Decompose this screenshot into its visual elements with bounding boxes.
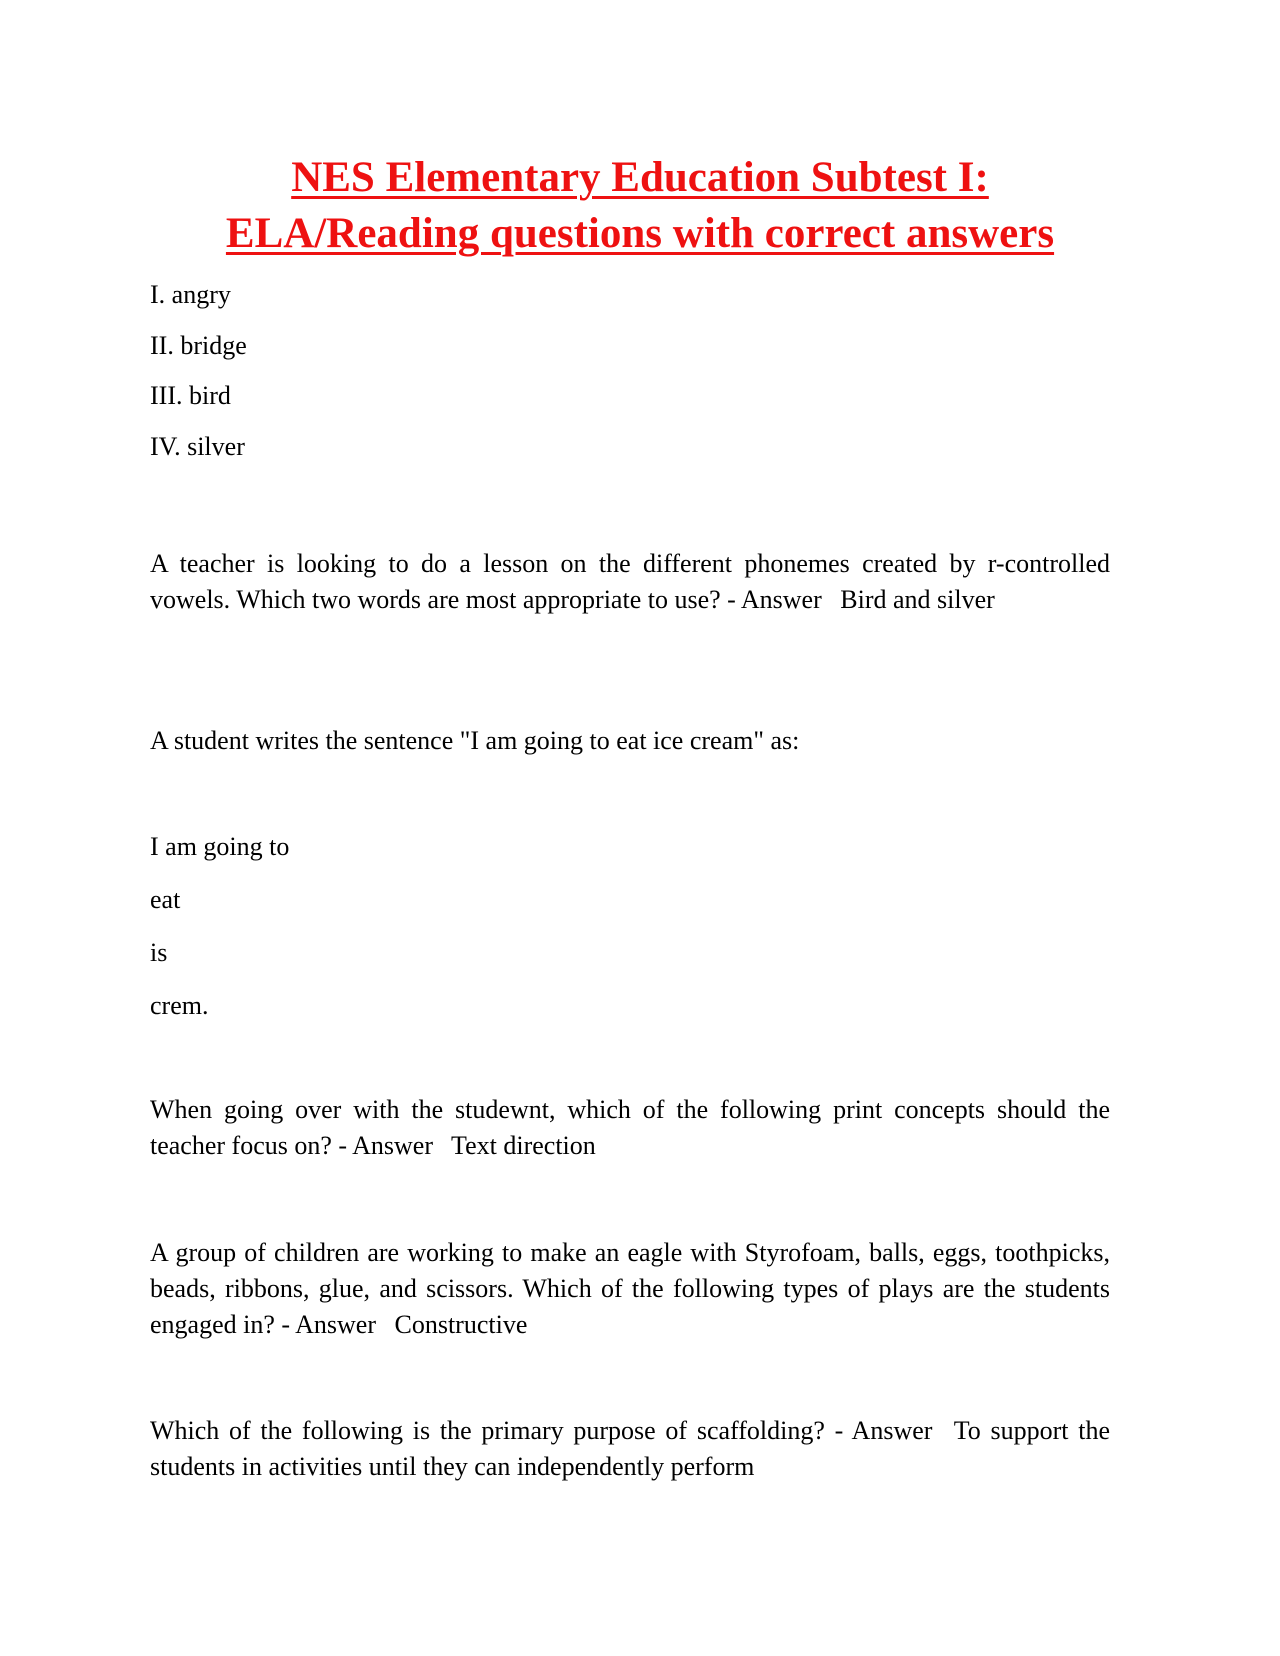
document-title xyxy=(150,150,1130,262)
student-writing-line: I am going to xyxy=(150,832,290,861)
student-writing-line: eat xyxy=(150,885,181,914)
question-2 xyxy=(150,1092,1110,1164)
title-line-1: NES Elementary Education Subtest I: xyxy=(291,154,989,201)
word-list-item: I. angry xyxy=(150,280,231,309)
question-3-answer: Constructive xyxy=(394,1310,528,1339)
word-list-item: II. bridge xyxy=(150,331,247,360)
question-2-intro: A student writes the sentence "I am going to eat ice cream" as: xyxy=(150,726,800,755)
question-4 xyxy=(150,1413,1110,1485)
question-1-answer: Bird and silver xyxy=(840,585,995,614)
question-1 xyxy=(150,546,1110,618)
question-3 xyxy=(150,1235,1110,1343)
question-2-text: When going over with the studewnt, which of the following print concepts should the teacher focus on? - Answer xyxy=(150,1095,1110,1160)
question-4-answer: To support the students in activities until they can independently perform xyxy=(150,1416,1110,1481)
question-4-text: Which of the following is the primary purpose of scaffolding? - Answer xyxy=(150,1416,933,1445)
word-list-item: IV. silver xyxy=(150,432,245,461)
student-writing-line: is xyxy=(150,938,168,967)
question-2-answer: Text direction xyxy=(451,1131,596,1160)
title-line-2: ELA/Reading questions with correct answers xyxy=(225,210,1055,257)
question-1-text: A teacher is looking to do a lesson on the different phonemes created by r-controlled vowels. Which two words are most appropriate to use? - Answer xyxy=(150,549,1110,614)
word-list-item: III. bird xyxy=(150,381,231,410)
student-writing-line: crem. xyxy=(150,991,209,1020)
question-3-text: A group of children are working to make an eagle with Styrofoam, balls, eggs, toothpicks, beads, ribbons, glue, and scissors. Which of the following types of plays are the students engaged in? - Answer xyxy=(150,1238,1110,1339)
